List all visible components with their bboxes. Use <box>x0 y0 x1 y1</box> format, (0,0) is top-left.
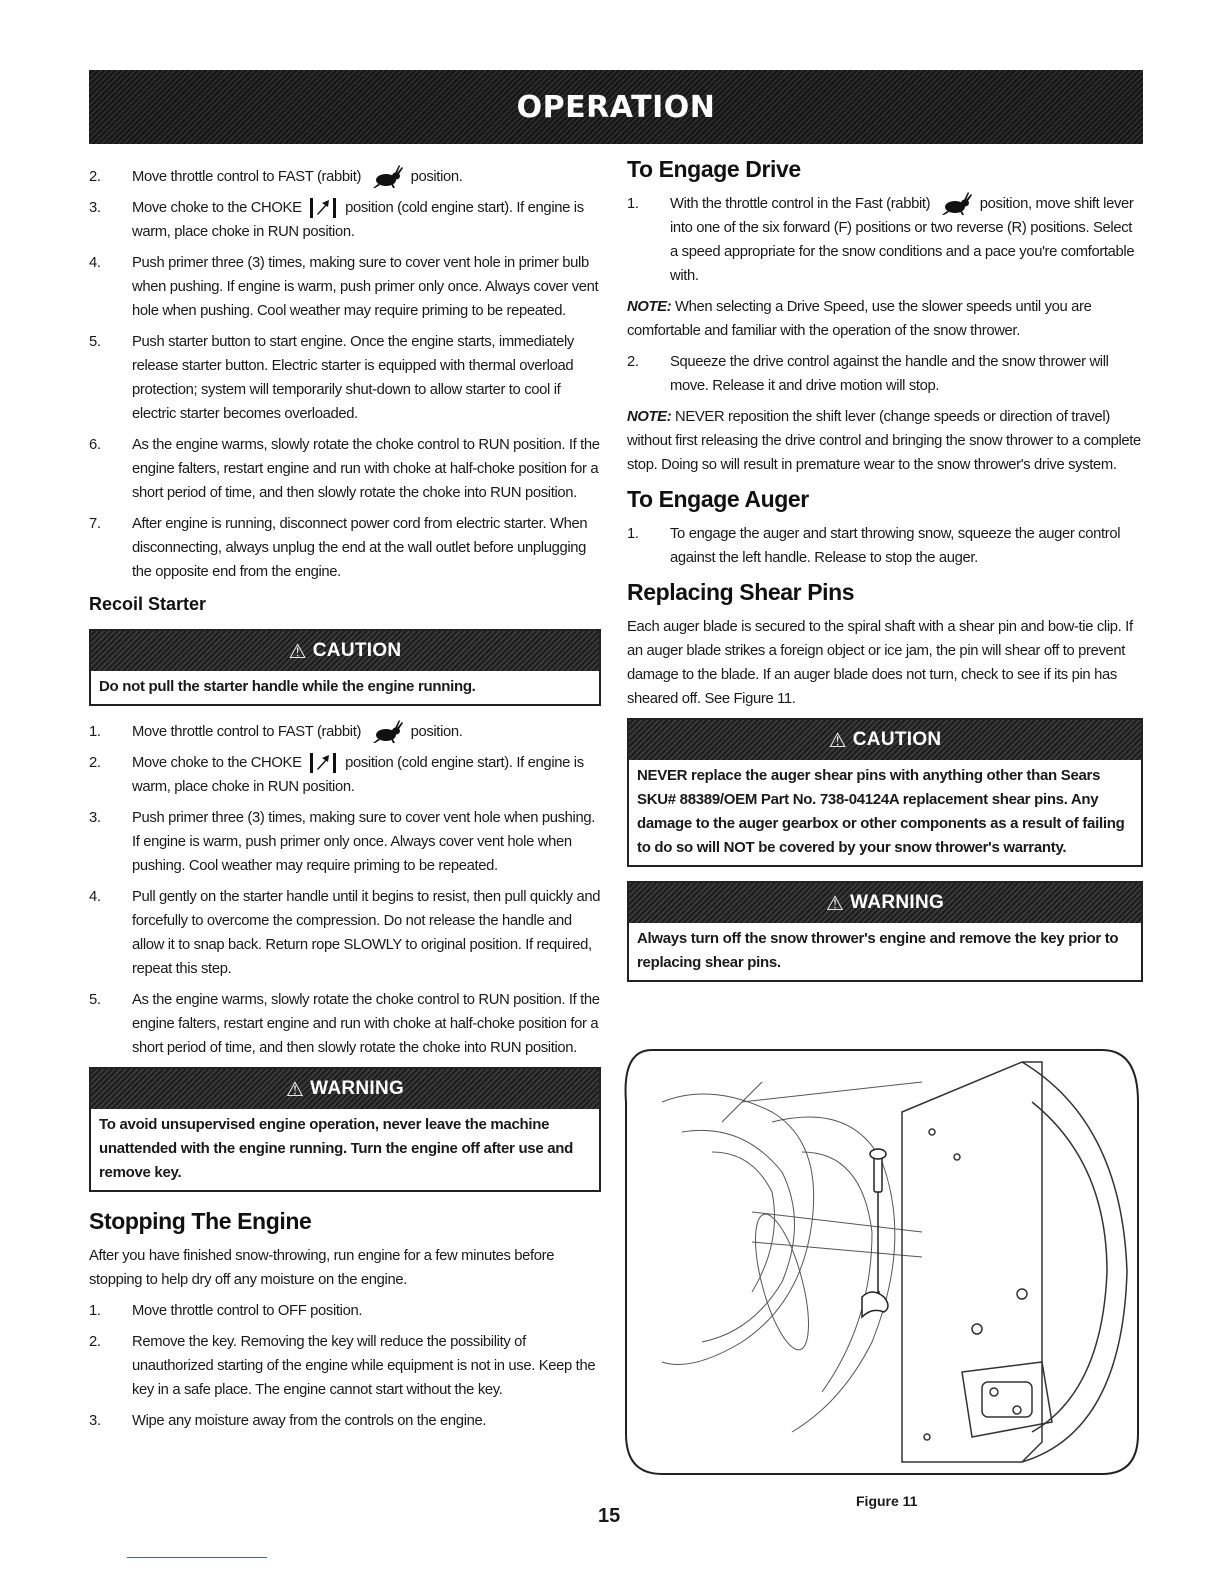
caution-text: NEVER replace the auger shear pins with anything other than Sears SKU# 88389/OEM Part No. 738-04124A replacement shear pins. Any damage to the auger gearbox or other components as a result of failing to do so will NOT be covered by your snow thrower's warranty. <box>637 767 1125 857</box>
start-step: 4. Push primer three (3) times, making sure to cover vent hole in primer bulb when pushing. If engine is warm, push primer only once. Always cover vent hole when pushing. Cool weather may require priming to be repeated. <box>89 255 599 320</box>
shear-pins-intro: Each auger blade is secured to the spiral shaft with a shear pin and bow-tie clip. If an auger blade strikes a foreign object or ice jam, the pin will shear off to prevent damage to the blade. If an auger blade does not turn, check to see if its pin has sheared off. See Figure 11. <box>627 619 1133 708</box>
drive-step: 1. With the throttle control in the Fast (rabbit) position, move shift lever into one of the six forward (F) positions or two reverse (R) positions. Select a speed appropriate for the snow conditions and a pace you're comfortable with. <box>627 192 1143 288</box>
auger-step: 1. To engage the auger and start throwing snow, squeeze the auger control against the left handle. Release to stop the auger. <box>627 526 1121 567</box>
right-column <box>627 152 1143 996</box>
recoil-step: 1. Move throttle control to FAST (rabbit) position. <box>89 720 601 744</box>
left-column <box>89 165 601 1440</box>
drive-step: 2. Squeeze the drive control against the handle and the snow thrower will move. Release it and drive motion will stop. <box>627 354 1109 395</box>
stopping-step: 2. Remove the key. Removing the key will reduce the possibility of unauthorized starting of the engine while equipment is not in use. Keep the key in a safe place. The engine cannot start without the key. <box>89 1334 596 1399</box>
drive-note: NOTE: NEVER reposition the shift lever (change speeds or direction of travel) without first releasing the drive control and bringing the snow thrower to a complete stop. Doing so will result in premature wear to the snow thrower's drive system. <box>627 409 1141 474</box>
drive-note: NOTE: When selecting a Drive Speed, use the slower speeds until you are comfortable and familiar with the operation of the snow thrower. <box>627 299 1092 340</box>
recoil-step: 4. Pull gently on the starter handle until it begins to resist, then pull quickly and forcefully to overcome the compression. Do not release the handle and allow it to snap back. Return rope SLOWLY to original position. If required, repeat this step. <box>89 889 601 978</box>
choke-icon <box>309 197 337 219</box>
stopping-intro: After you have finished snow-throwing, run engine for a few minutes before stopping to help dry off any moisture on the engine. <box>89 1248 555 1289</box>
start-step: 5. Push starter button to start engine. Once the engine starts, immediately release starter button. Electric starter is equipped with thermal overload protection; system will temporarily shut-down to allow starter to cool if electric starter becomes overloaded. <box>89 334 574 423</box>
recoil-step: 3. Push primer three (3) times, making sure to cover vent hole when pushing. If engine is warm, push primer only once. Always cover vent hole when pushing. Cool weather may require priming to be repeated. <box>89 810 595 875</box>
stopping-engine-heading: Stopping The Engine <box>89 1208 312 1235</box>
warning-header: ⚠ WARNING <box>629 883 1141 923</box>
caution-header: ⚠ CAUTION <box>629 720 1141 760</box>
page-number: 15 <box>598 1505 621 1527</box>
warning-text: Always turn off the snow thrower's engine and remove the key prior to replacing shear pins. <box>637 930 1119 972</box>
recoil-step: 2. Move choke to the CHOKE position (cold engine start). If engine is warm, place choke in RUN position. <box>89 751 601 799</box>
section-title: OPERATION <box>516 89 716 125</box>
warning-box <box>627 881 1143 982</box>
start-step: 3. Move choke to the CHOKE position (cold engine start). If engine is warm, place choke in RUN position. <box>89 196 601 244</box>
caution-text: Do not pull the starter handle while the engine running. <box>99 678 476 696</box>
start-step: 7. After engine is running, disconnect power cord from electric starter. When disconnecting, always unplug the end at the wall outlet before unplugging the opposite end from the engine. <box>89 516 588 581</box>
footer-rule <box>127 1557 267 1558</box>
replacing-shear-pins-heading: Replacing Shear Pins <box>627 579 855 606</box>
stopping-step: 3. Wipe any moisture away from the controls on the engine. <box>89 1413 487 1430</box>
warning-header: ⚠ WARNING <box>91 1069 599 1109</box>
warning-box <box>89 1067 601 1192</box>
rabbit-icon <box>369 720 403 744</box>
caution-box <box>627 718 1143 867</box>
warning-triangle-icon: ⚠ <box>288 640 307 663</box>
rabbit-icon <box>938 192 972 216</box>
warning-text: To avoid unsupervised engine operation, never leave the machine unattended with the engine running. Turn the engine off after use and remove key. <box>99 1116 574 1182</box>
warning-triangle-icon: ⚠ <box>825 892 845 915</box>
caution-header: ⚠ CAUTION <box>91 631 599 671</box>
figure-caption: Figure 11 <box>856 1493 918 1509</box>
engage-auger-heading: To Engage Auger <box>627 486 809 513</box>
choke-icon <box>309 752 337 774</box>
stopping-step: 1. Move throttle control to OFF position. <box>89 1303 363 1320</box>
recoil-step: 5. As the engine warms, slowly rotate the choke control to RUN position. If the engine falters, restart engine and run with choke at half-choke position for a short period of time, and then slowly rotate the choke into RUN position. <box>89 992 600 1057</box>
warning-triangle-icon: ⚠ <box>828 729 847 752</box>
figure-11-illustration <box>622 1042 1142 1478</box>
warning-triangle-icon: ⚠ <box>285 1078 305 1101</box>
section-header-banner <box>89 70 1143 144</box>
start-step: 6. As the engine warms, slowly rotate the choke control to RUN position. If the engine falters, restart engine and run with choke at half-choke position for a short period of time, and then slowly rotate the choke into RUN position. <box>89 437 600 502</box>
rabbit-icon <box>369 165 403 189</box>
engage-drive-heading: To Engage Drive <box>627 156 801 182</box>
caution-box <box>89 629 601 706</box>
recoil-starter-heading: Recoil Starter <box>89 594 207 615</box>
start-step: 2. Move throttle control to FAST (rabbit) position. <box>89 165 601 189</box>
